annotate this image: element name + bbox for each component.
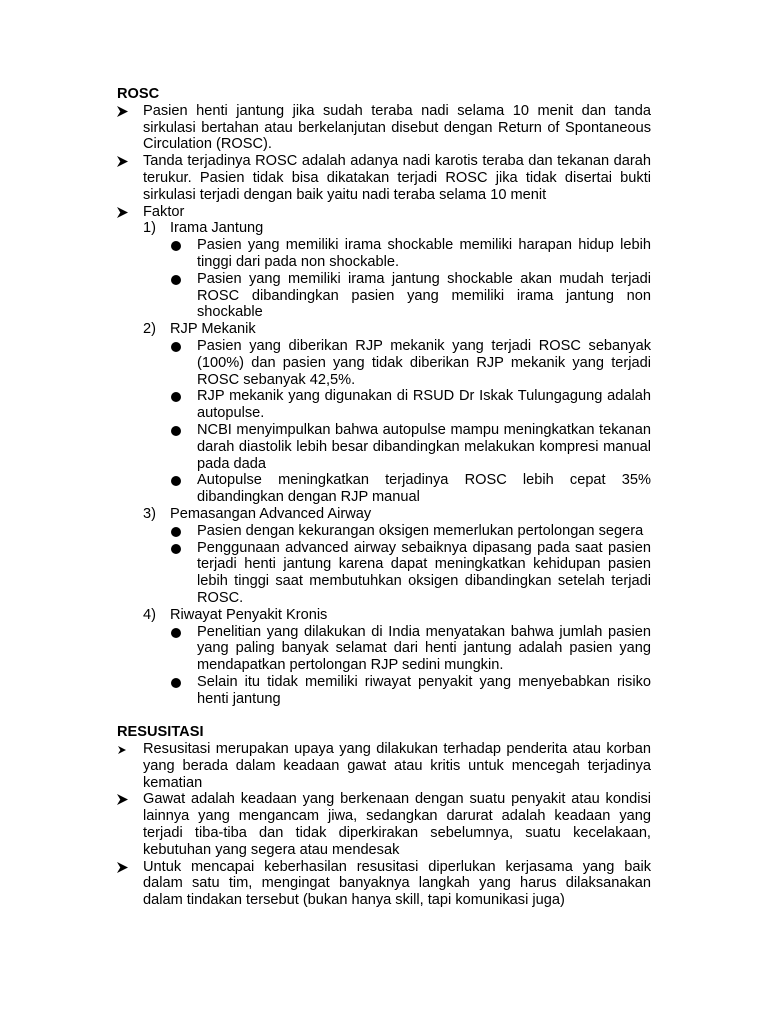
filled-circle-bullet-icon bbox=[171, 628, 181, 638]
factor-bullet bbox=[117, 674, 651, 708]
arrowhead-bullet-icon bbox=[117, 794, 128, 805]
factor-title: Pemasangan Advanced Airway bbox=[170, 505, 372, 522]
resusitasi-point bbox=[117, 859, 651, 909]
factor-bullet-text: Pasien dengan kekurangan oksigen memerlukan pertolongan segera bbox=[197, 522, 644, 539]
resusitasi-point-text: Gawat adalah keadaan yang berkenaan dengan suatu penyakit atau kondisi lainnya yang mengancam jiwa, sedangkan darurat adalah keadaan yang terjadi tiba-tiba dan tidak diperkirakan sebelumnya, suatu kecelakaan, kebutuhan yang segera atau mendesak bbox=[143, 791, 651, 858]
factor-bullet-text: Penelitian yang dilakukan di India menyatakan bahwa jumlah pasien yang paling banyak selamat dari henti jantung adalah pasien yang mendapatkan pertolongan RJP sedini mungkin. bbox=[197, 623, 651, 674]
filled-circle-bullet-icon bbox=[171, 426, 181, 436]
filled-circle-bullet-icon bbox=[171, 544, 181, 554]
factor-bullet-text: Autopulse meningkatkan terjadinya ROSC lebih cepat 35% dibandingkan dengan RJP manual bbox=[197, 472, 651, 506]
factor-bullet bbox=[117, 338, 651, 388]
filled-circle-bullet-icon bbox=[171, 342, 181, 352]
arrowhead-bullet-icon bbox=[118, 746, 126, 754]
factor-bullet-text: Pasien yang memiliki irama shockable memiliki harapan hidup lebih tinggi dari pada non shockable. bbox=[197, 237, 651, 270]
factor-number: 4) bbox=[143, 606, 156, 623]
factor-number: 3) bbox=[143, 505, 156, 522]
factor-title: Irama Jantung bbox=[170, 220, 264, 237]
factor-number: 2) bbox=[143, 321, 156, 338]
arrowhead-bullet-icon bbox=[117, 207, 128, 218]
factor-bullet bbox=[117, 388, 651, 422]
filled-circle-bullet-icon bbox=[171, 275, 181, 285]
factor-bullet-text: Pasien yang diberikan RJP mekanik yang terjadi ROSC sebanyak (100%) dan pasien yang tidak diberikan RJP mekanik yang terjadi ROSC sebanyak 42,5%. bbox=[197, 337, 651, 388]
filled-circle-bullet-icon bbox=[171, 241, 181, 251]
arrowhead-bullet-icon bbox=[117, 156, 128, 167]
resusitasi-point-text: Untuk mencapai keberhasilan resusitasi diperlukan kerjasama yang baik dalam satu tim, mengingat banyaknya langkah yang harus dilaksanakan dalam tindakan tersebut (bukan hanya skill, tapi komunikasi juga) bbox=[143, 858, 651, 909]
rosc-point-text: Faktor bbox=[143, 203, 185, 220]
rosc-point bbox=[117, 153, 651, 203]
arrowhead-bullet-icon bbox=[117, 106, 128, 117]
factor-item bbox=[117, 321, 651, 338]
factor-bullet-text: Penggunaan advanced airway sebaiknya dipasang pada saat pasien terjadi henti jantung karena dapat meningkatkan kehidupan pasien lebih tinggi saat membutuhkan oksigen dibandingkan setelah terjadi ROSC. bbox=[197, 539, 651, 606]
factor-bullet bbox=[117, 523, 651, 540]
filled-circle-bullet-icon bbox=[171, 527, 181, 537]
rosc-point-text: Pasien henti jantung jika sudah teraba nadi selama 10 menit dan tanda sirkulasi bertahan atau berkelanjutan disebut dengan Return of Spontaneous Circulation (ROSC). bbox=[143, 102, 651, 153]
factor-bullet-text: NCBI menyimpulkan bahwa autopulse mampu meningkatkan tekanan darah diastolik lebih besar dibandingkan melakukan kompresi manual pada dada bbox=[197, 421, 651, 472]
factor-item bbox=[117, 607, 651, 624]
document-page bbox=[117, 86, 651, 909]
section-title-resusitasi: RESUSITASI bbox=[117, 724, 204, 741]
factor-item bbox=[117, 220, 651, 237]
resusitasi-point bbox=[117, 791, 651, 858]
factor-bullet bbox=[117, 237, 651, 271]
factor-bullet bbox=[117, 540, 651, 607]
resusitasi-point bbox=[117, 741, 651, 791]
factor-bullet bbox=[117, 624, 651, 674]
factor-bullet-text: RJP mekanik yang digunakan di RSUD Dr Iskak Tulungagung adalah autopulse. bbox=[197, 388, 651, 422]
resusitasi-point-text: Resusitasi merupakan upaya yang dilakukan terhadap penderita atau korban yang berada dalam keadaan gawat atau kritis untuk mencegah terjadinya kematian bbox=[143, 741, 651, 791]
filled-circle-bullet-icon bbox=[171, 476, 181, 486]
factor-number: 1) bbox=[143, 220, 156, 237]
rosc-point bbox=[117, 103, 651, 153]
filled-circle-bullet-icon bbox=[171, 392, 181, 402]
rosc-point bbox=[117, 204, 651, 221]
rosc-point-text: Tanda terjadinya ROSC adalah adanya nadi karotis teraba dan tekanan darah terukur. Pasien tidak bisa dikatakan terjadi ROSC jika tidak disertai bukti sirkulasi terjadi dengan baik yaitu nadi teraba selama 10 menit bbox=[143, 153, 651, 203]
factor-bullet bbox=[117, 472, 651, 506]
factor-title: RJP Mekanik bbox=[170, 321, 256, 338]
factor-bullet bbox=[117, 271, 651, 321]
section-title-rosc: ROSC bbox=[117, 86, 160, 102]
factor-bullet-text: Selain itu tidak memiliki riwayat penyakit yang menyebabkan risiko henti jantung bbox=[197, 673, 651, 707]
factor-bullet bbox=[117, 422, 651, 472]
filled-circle-bullet-icon bbox=[171, 678, 181, 688]
factor-title: Riwayat Penyakit Kronis bbox=[170, 606, 328, 623]
factor-bullet-text: Pasien yang memiliki irama jantung shockable akan mudah terjadi ROSC dibandingkan pasien yang memiliki irama jantung non shockable bbox=[197, 270, 651, 321]
arrowhead-bullet-icon bbox=[117, 862, 128, 873]
factor-item bbox=[117, 506, 651, 523]
